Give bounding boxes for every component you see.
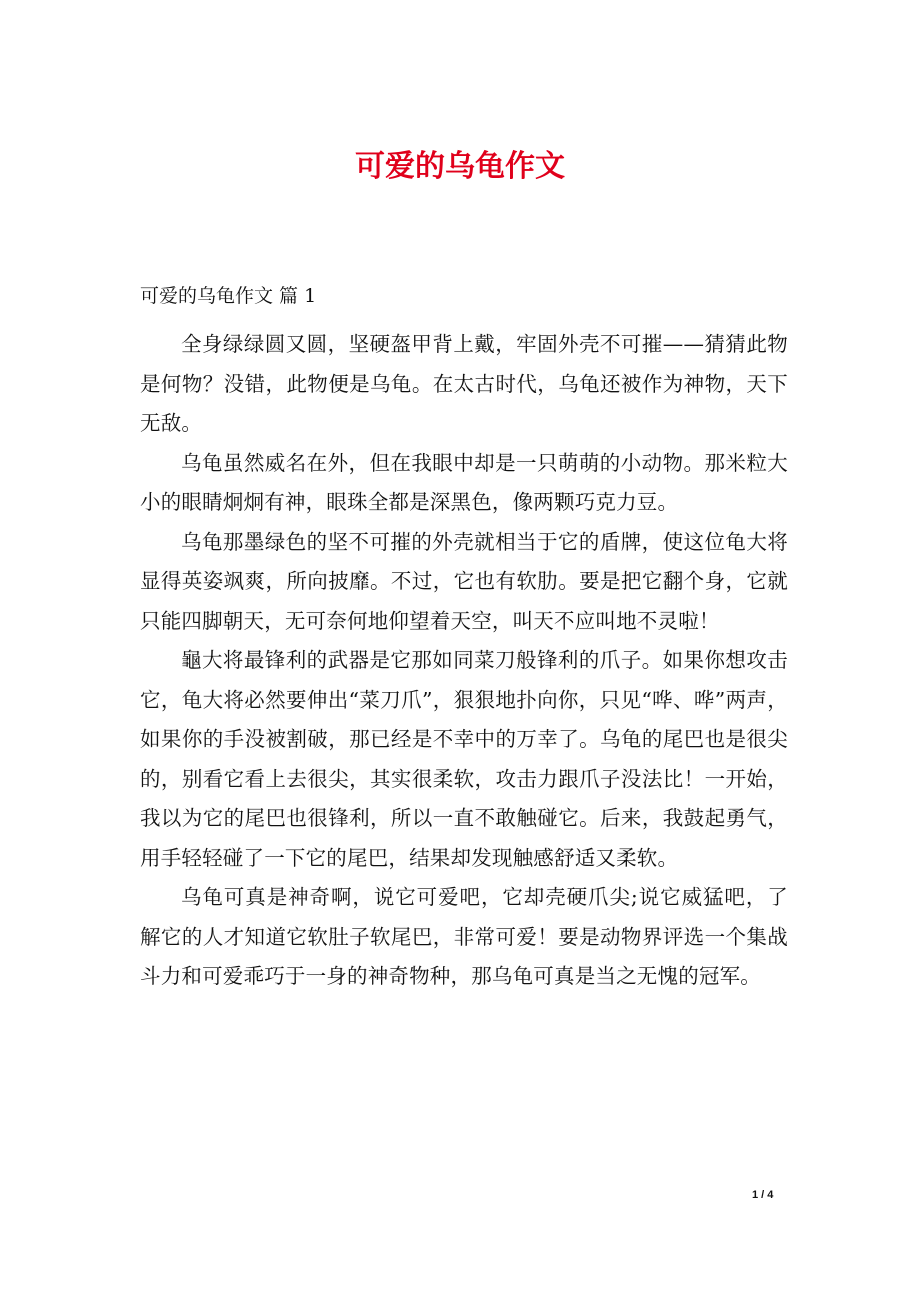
essay-body <box>140 325 788 997</box>
paragraph: 龜大将最锋利的武器是它那如同菜刀般锋利的爪子。如果你想攻击它，龟大将必然要伸出“菜刀爪”，狠狠地扑向你，只见“哗、哗”两声，如果你的手没被割破，那已经是不幸中的万幸了。乌龟的尾巴也是很尖的，别看它看上去很尖，其实很柔软，攻击力跟爪子没法比！一开始，我以为它的尾巴也很锋利，所以一直不敢触碰它。后来，我鼓起勇气，用手轻轻碰了一下它的尾巴，结果却发现触感舒适又柔软。 <box>140 648 788 870</box>
paragraph: 乌龟虽然威名在外，但在我眼中却是一只萌萌的小动物。那米粒大小的眼睛炯炯有神，眼珠全都是深黑色，像两颗巧克力豆。 <box>140 450 788 514</box>
section-heading: 可爱的乌龟作文 篇 1 <box>140 285 317 307</box>
document-title: 可爱的乌龟作文 <box>355 149 565 184</box>
paragraph: 乌龟那墨绿色的坚不可摧的外壳就相当于它的盾牌，使这位龟大将显得英姿飒爽，所向披靡。不过，它也有软肋。要是把它翻个身，它就只能四脚朝天，无可奈何地仰望着天空，叫天不应叫地不灵啦！ <box>140 529 788 633</box>
paragraph: 乌龟可真是神奇啊，说它可爱吧，它却壳硬爪尖;说它威猛吧，了解它的人才知道它软肚子软尾巴，非常可爱！要是动物界评选一个集战斗力和可爱乖巧于一身的神奇物种，那乌龟可真是当之无愧的冠军。 <box>140 885 788 988</box>
page-number: 1 / 4 <box>752 1189 774 1201</box>
paragraph: 全身绿绿圆又圆，坚硬盔甲背上戴，牢固外壳不可摧——猜猜此物是何物？没错，此物便是乌龟。在太古时代，乌龟还被作为神物，天下无敌。 <box>140 332 788 435</box>
